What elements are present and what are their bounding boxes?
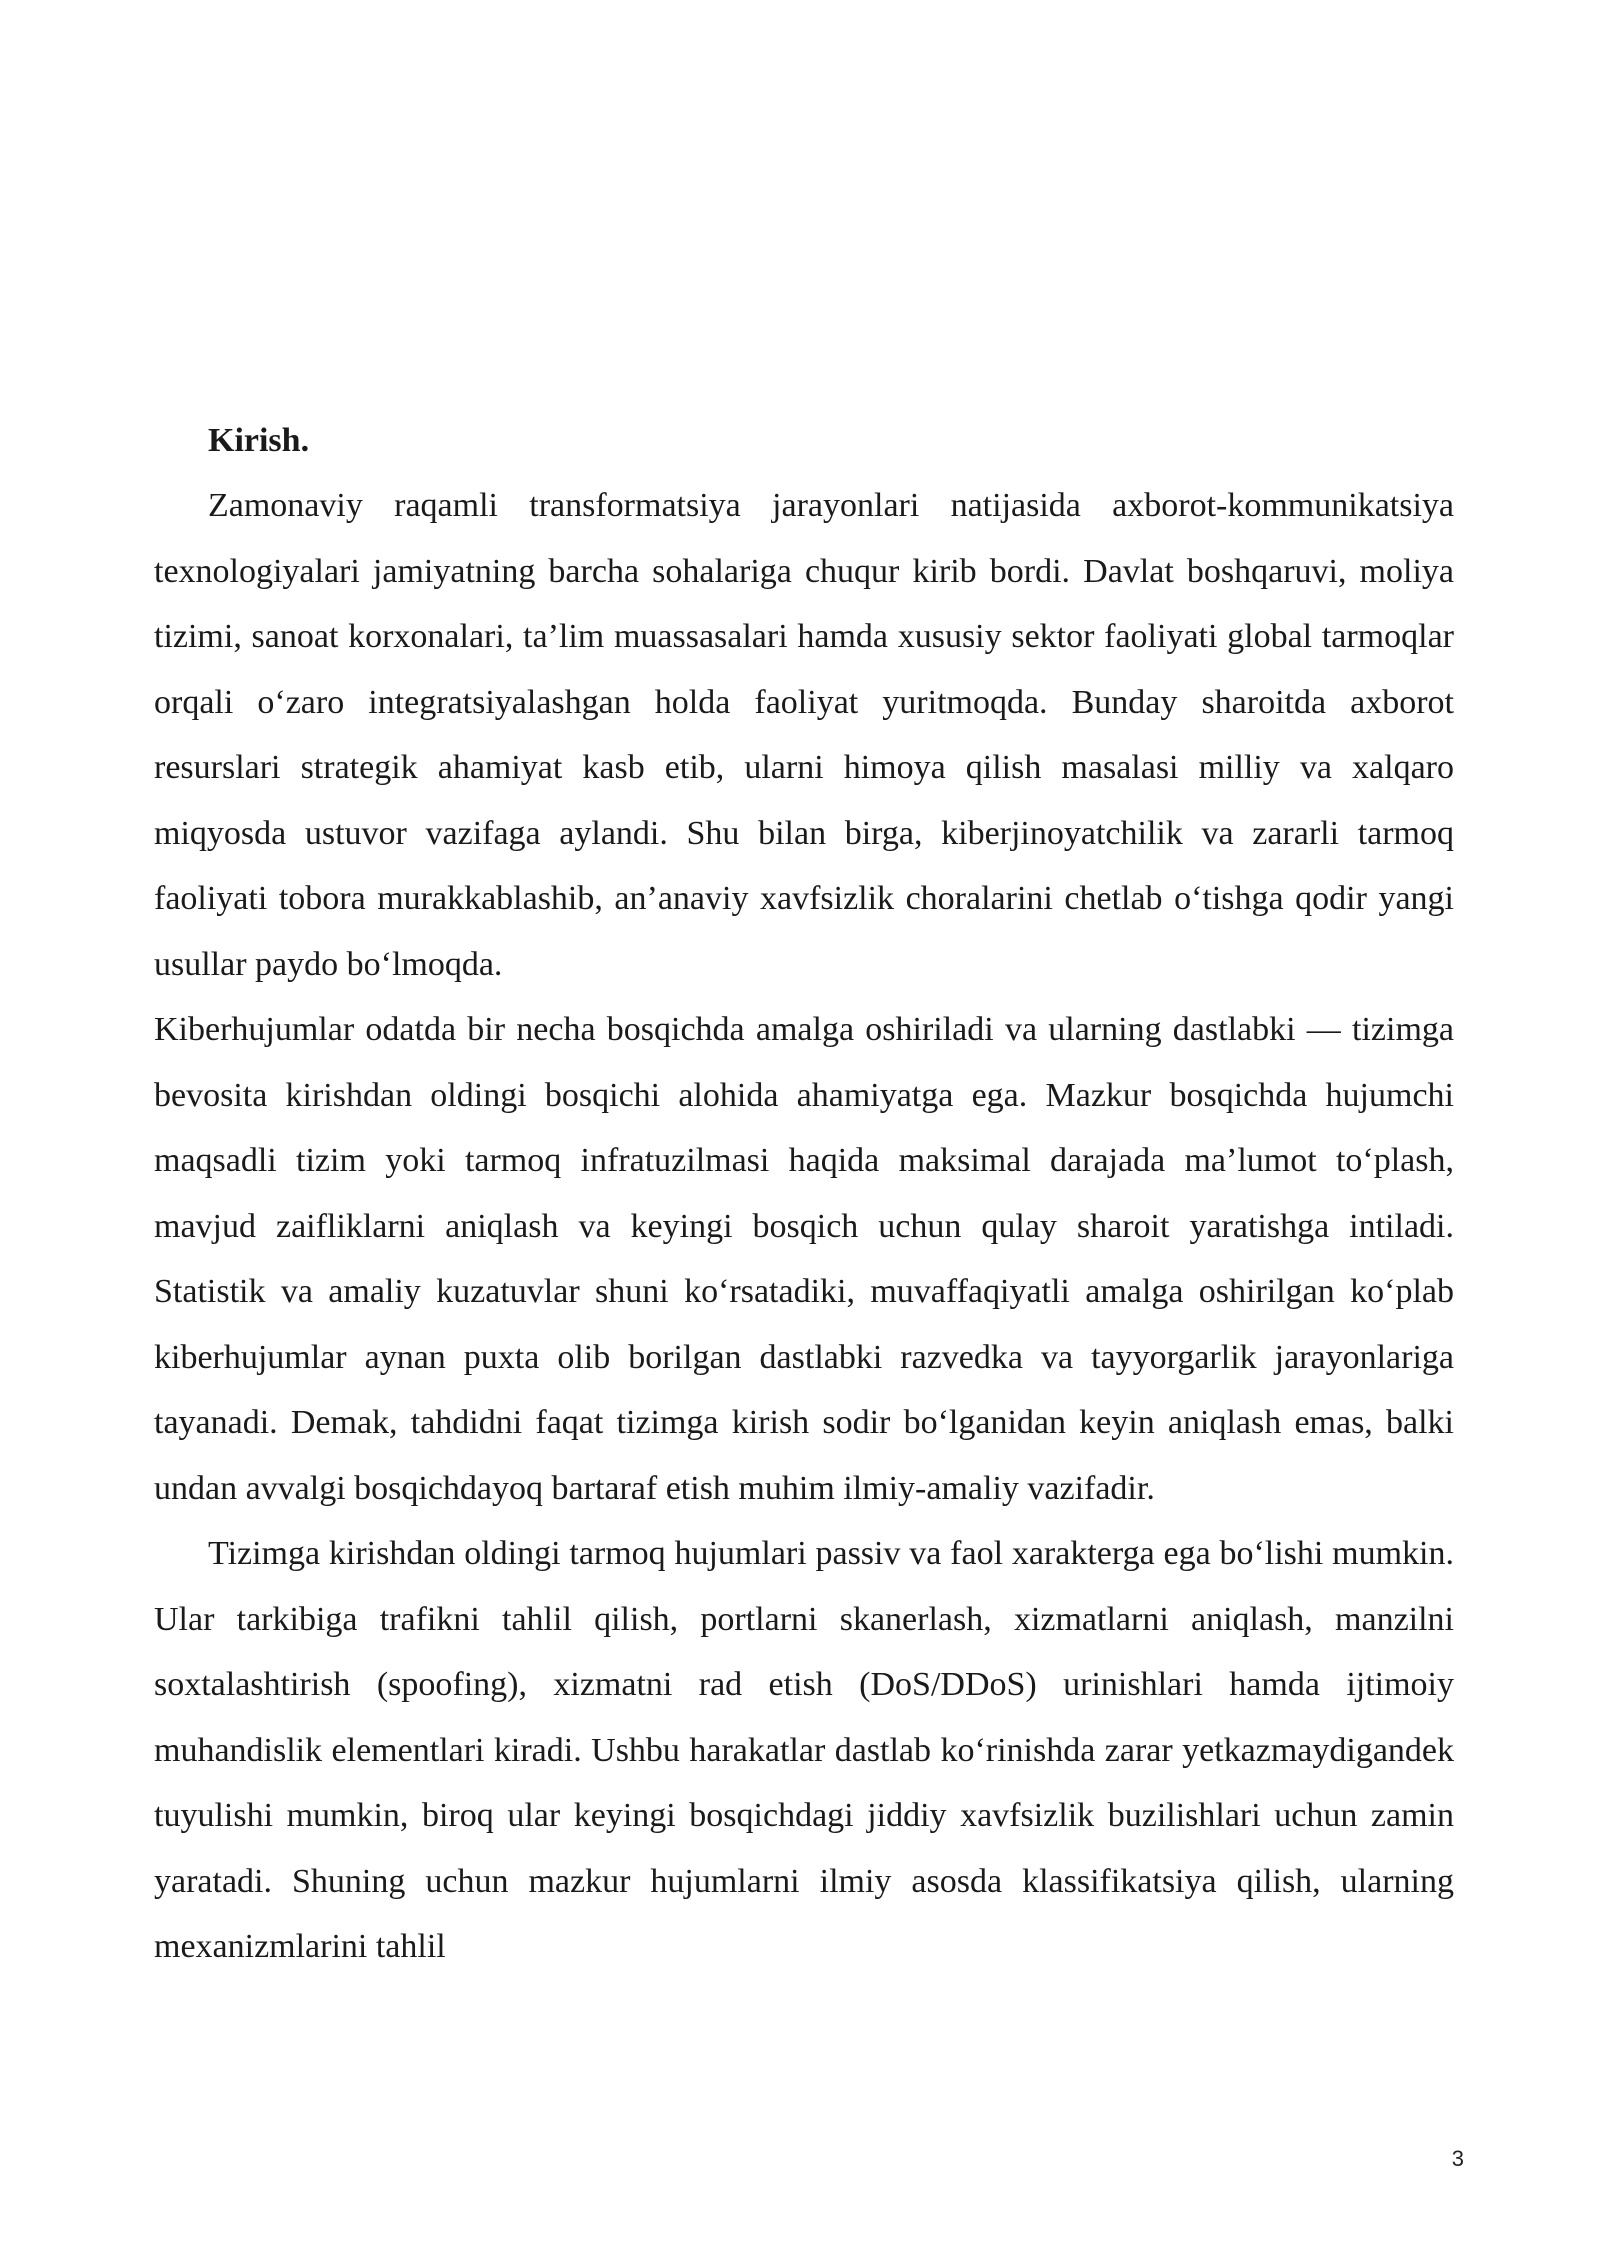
paragraph-1: Zamonaviy raqamli transformatsiya jarayonlari natijasida axborot-kommunikatsiya texnologiyalari jamiyatning barcha sohalariga chuqur kirib bordi. Davlat boshqaruvi, moliya tizimi, sanoat korxonalari, ta’lim muassasalari hamda xususiy sektor faoliyati global tarmoqlar orqali o‘zaro integratsiyalashgan holda faoliyat yuritmoqda. Bunday sharoitda axborot resurslari strategik ahamiyat kasb etib, ularni himoya qilish masalasi milliy va xalqaro miqyosda ustuvor vazifaga aylandi. Shu bilan birga, kiberjinoyatchilik va zararli tarmoq faoliyati tobora murakkablashib, an’anaviy xavfsizlik choralarini chetlab o‘tishga qodir yangi usullar paydo bo‘lmoqda.	[154, 487, 1454, 983]
section-heading: Kirish.	[208, 422, 310, 459]
page-number: 3	[1451, 2146, 1464, 2171]
paragraph-2: Kiberhujumlar odatda bir necha bosqichda amalga oshiriladi va ularning dastlabki — tizimga bevosita kirishdan oldingi bosqichi alohida ahamiyatga ega. Mazkur bosqichda hujumchi maqsadli tizim yoki tarmoq infratuzilmasi haqida maksimal darajada ma’lumot to‘plash, mavjud zaifliklarni aniqlash va keyingi bosqich uchun qulay sharoit yaratishga intiladi. Statistik va amaliy kuzatuvlar shuni ko‘rsatadiki, muvaffaqiyatli amalga oshirilgan ko‘plab kiberhujumlar aynan puxta olib borilgan dastlabki razvedka va tayyorgarlik jarayonlariga tayanadi. Demak, tahdidni faqat tizimga kirish sodir bo‘lganidan keyin aniqlash emas, balki undan avvalgi bosqichdayoq bartaraf etish muhim ilmiy-amaliy vazifadir.	[154, 1011, 1454, 1507]
paragraph-3: Tizimga kirishdan oldingi tarmoq hujumlari passiv va faol xarakterga ega bo‘lishi mumkin. Ular tarkibiga trafikni tahlil qilish, portlarni skanerlash, xizmatlarni aniqlash, manzilni soxtalashtirish (spoofing), xizmatni rad etish (DoS/DDoS) urinishlari hamda ijtimoiy muhandislik elementlari kiradi. Ushbu harakatlar dastlab ko‘rinishda zarar yetkazmaydigandek tuyulishi mumkin, biroq ular keyingi bosqichdagi jiddiy xavfsizlik buzilishlari uchun zamin yaratadi. Shuning uchun mazkur hujumlarni ilmiy asosda klassifikatsiya qilish, ularning mexanizmlarini tahlil	[154, 1535, 1454, 1965]
page-body	[154, 408, 1454, 1980]
